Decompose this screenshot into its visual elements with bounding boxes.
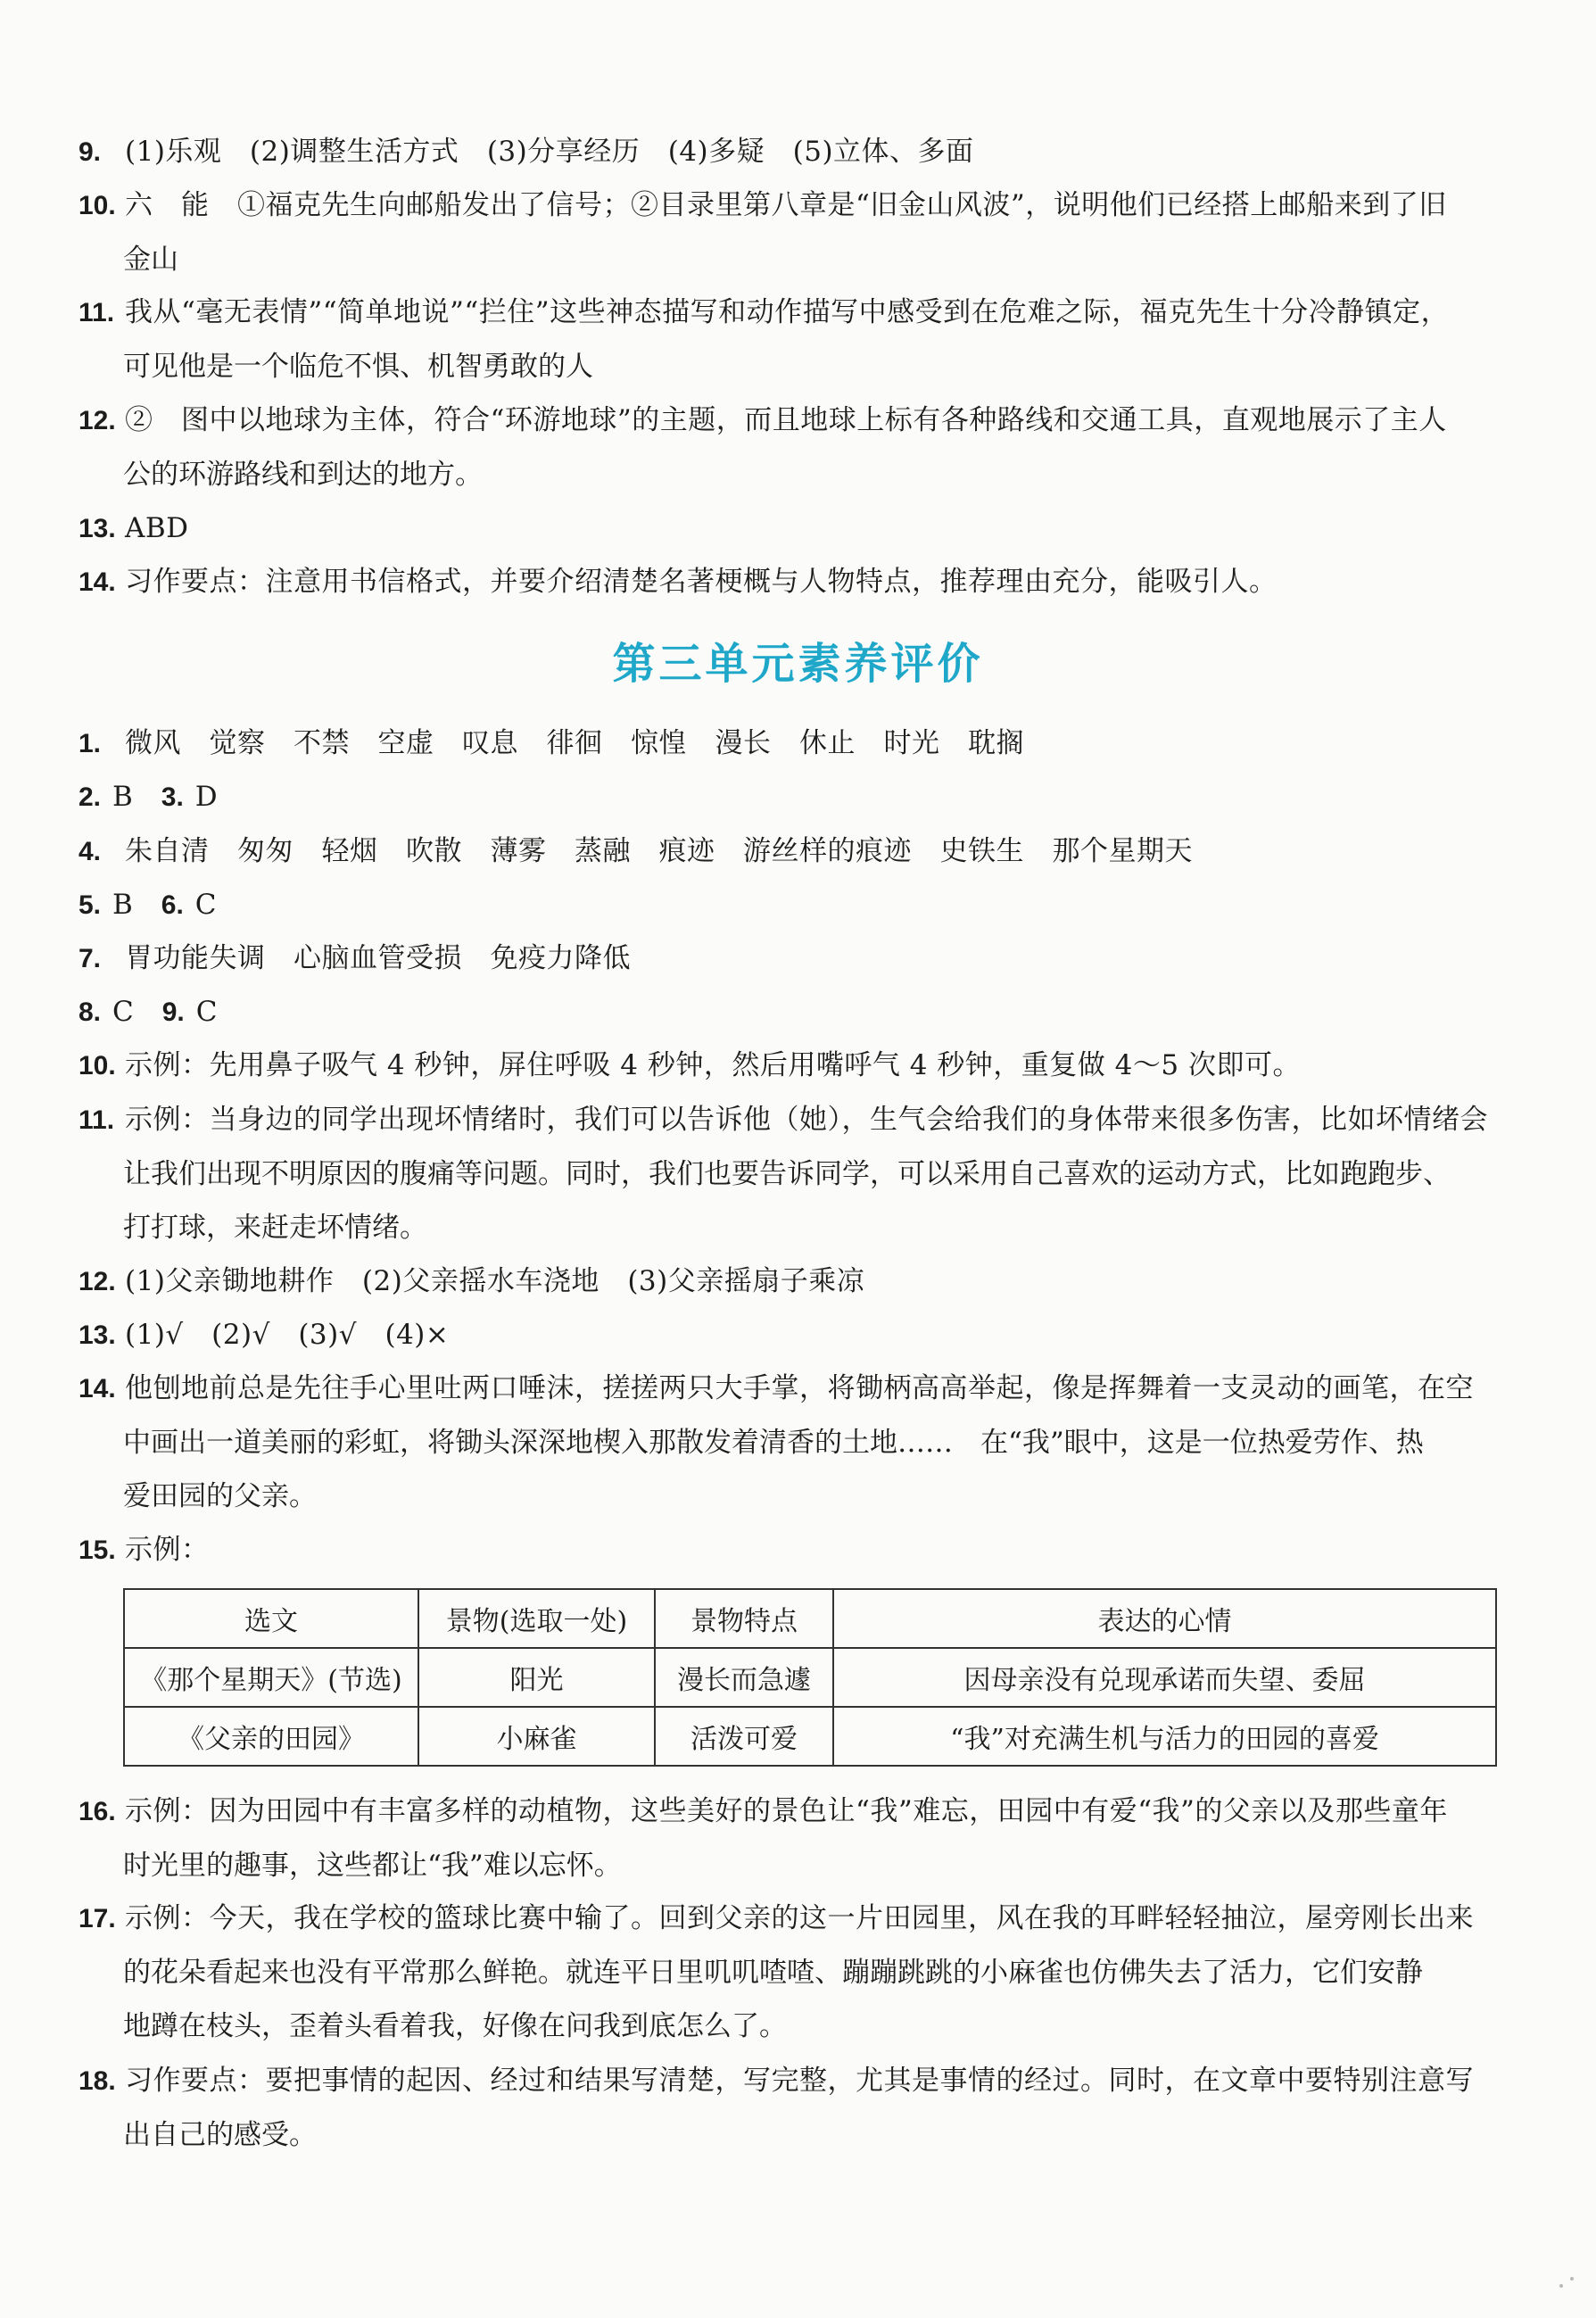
item-number: 4.	[79, 837, 102, 866]
item-text-continued: 公的环游路线和到达的地方。	[123, 459, 483, 491]
table-cell: 阳光	[418, 1648, 655, 1707]
item-number-second: 9.	[161, 998, 185, 1027]
item-number: 11.	[79, 1105, 115, 1135]
item-number: 13.	[79, 1320, 116, 1350]
item-text: (1)乐观 (2)调整生活方式 (3)分享经历 (4)多疑 (5)立体、多面	[125, 136, 974, 168]
answer-item-1	[79, 716, 1506, 771]
item-number-second: 6.	[161, 890, 184, 920]
table-cell: 《那个星期天》(节选)	[124, 1648, 418, 1707]
answer-item-9	[79, 125, 1506, 179]
table-cell: 因母亲没有兑现承诺而失望、委屈	[833, 1648, 1496, 1707]
answer-item-11b	[79, 1093, 1506, 1254]
table-cell: 漫长而急遽	[655, 1648, 833, 1707]
table-header-cell: 景物特点	[655, 1589, 833, 1648]
scan-mark	[1570, 2277, 1574, 2281]
item-text: B	[112, 889, 161, 921]
section-title: 第三单元素养评价	[612, 639, 984, 689]
item-number: 16.	[79, 1797, 116, 1826]
item-number-second: 3.	[161, 782, 184, 812]
item-number: 1.	[79, 729, 102, 758]
item-text-second: D	[194, 781, 219, 813]
item-text-continued: 中画出一道美丽的彩虹，将锄头深深地楔入那散发着清香的土地…… 在“我”眼中，这是一位热爱劳作、热	[123, 1427, 1424, 1459]
item-text: ② 图中以地球为主体，符合“环游地球”的主题，而且地球上标有各种路线和交通工具，直观地展示了主人	[125, 404, 1447, 436]
answer-item-14	[79, 555, 1506, 609]
answer-item-10b	[79, 1039, 1506, 1093]
item-number: 17.	[79, 1904, 116, 1933]
answer-item-7	[79, 931, 1506, 986]
answer-item-2-3	[79, 770, 1506, 824]
table-row	[124, 1648, 1496, 1707]
item-text: 朱自清 匆匆 轻烟 吹散 薄雾 蒸融 痕迹 游丝样的痕迹 史铁生 那个星期天	[125, 835, 1193, 867]
item-text-continued: 金山	[123, 244, 178, 276]
item-text: 微风 觉察 不禁 空虚 叹息 徘徊 惊惶 漫长 休止 时光 耽搁	[125, 727, 1024, 759]
item-text: 示例：当身边的同学出现坏情绪时，我们可以告诉他（她），生气会给我们的身体带来很多伤害，比如坏情绪会	[125, 1104, 1488, 1136]
item-number: 10.	[79, 191, 116, 220]
item-text-continued-2: 打打球，来赶走坏情绪。	[123, 1212, 427, 1244]
answer-item-5-6	[79, 878, 1506, 932]
item-text: 示例：因为田园中有丰富多样的动植物，这些美好的景色让“我”难忘，田园中有爱“我”的父亲以及那些童年	[125, 1795, 1448, 1827]
item-text: 习作要点：注意用书信格式，并要介绍清楚名著梗概与人物特点，推荐理由充分，能吸引人。	[125, 566, 1278, 598]
item-number: 18.	[79, 2066, 116, 2096]
item-number: 9.	[79, 137, 102, 167]
item-number: 13.	[79, 514, 116, 543]
item-text: 习作要点：要把事情的起因、经过和结果写清楚，写完整，尤其是事情的经过。同时，在文章中要特别注意写	[125, 2065, 1474, 2097]
item-text-second: C	[195, 996, 218, 1028]
item-text-continued-2: 爱田园的父亲。	[123, 1480, 317, 1512]
answer-item-17	[79, 1892, 1506, 2053]
answer-item-18	[79, 2054, 1506, 2162]
answer-item-8-9	[79, 985, 1506, 1039]
table-header-cell: 选文	[124, 1589, 418, 1648]
table-cell: 小麻雀	[418, 1707, 655, 1766]
item-number: 15.	[79, 1536, 116, 1565]
answer-item-15	[79, 1523, 1506, 1577]
item-text-continued: 出自己的感受。	[123, 2119, 317, 2151]
table-header-cell: 景物(选取一处)	[418, 1589, 655, 1648]
item-text-second: C	[194, 889, 218, 921]
table-cell: “我”对充满生机与活力的田园的喜爱	[833, 1707, 1496, 1766]
item-number: 14.	[79, 1374, 116, 1403]
answer-item-13b	[79, 1308, 1506, 1362]
item-text: ABD	[125, 512, 189, 544]
item-number: 14.	[79, 567, 116, 597]
item-number: 5.	[79, 890, 102, 920]
table-header-row	[124, 1589, 1496, 1648]
item-text: B	[112, 781, 161, 813]
answer-item-11	[79, 286, 1506, 393]
item-number: 7.	[79, 944, 102, 973]
answer-item-16	[79, 1784, 1506, 1892]
table-header-cell: 表达的心情	[833, 1589, 1496, 1648]
answer-item-12b	[79, 1254, 1506, 1309]
item-text-continued: 可见他是一个临危不惧、机智勇敢的人	[123, 351, 593, 383]
item-text: 我从“毫无表情”“简单地说”“拦住”这些神态描写和动作描写中感受到在危难之际，福克先生十分冷静镇定，	[125, 296, 1450, 328]
answer-table	[123, 1588, 1497, 1767]
item-text-continued: 的花朵看起来也没有平常那么鲜艳。就连平日里叽叽喳喳、蹦蹦跳跳的小麻雀也仿佛失去了活力，它们安静	[123, 1957, 1423, 1989]
item-text-continued: 时光里的趣事，这些都让“我”难以忘怀。	[123, 1850, 622, 1882]
table-row	[124, 1707, 1496, 1766]
item-text: 六 能 ①福克先生向邮船发出了信号；②目录里第八章是“旧金山风波”，说明他们已经搭上邮船来到了旧	[125, 189, 1447, 221]
item-text-continued-2: 地蹲在枝头，歪着头看着我，好像在问我到底怎么了。	[123, 2010, 787, 2042]
item-number: 12.	[79, 1267, 116, 1296]
answer-item-4	[79, 824, 1506, 879]
item-text-continued: 让我们出现不明原因的腹痛等问题。同时，我们也要告诉同学，可以采用自己喜欢的运动方式，比如跑跑步、	[123, 1158, 1451, 1190]
item-text: 胃功能失调 心脑血管受损 免疫力降低	[125, 942, 631, 974]
item-number: 10.	[79, 1051, 116, 1080]
item-number: 8.	[79, 998, 102, 1027]
item-text: C	[112, 996, 162, 1028]
table-cell: 活泼可爱	[655, 1707, 833, 1766]
item-number: 2.	[79, 782, 102, 812]
item-text: (1)√ (2)√ (3)√ (4)×	[125, 1319, 450, 1351]
answer-item-13	[79, 501, 1506, 556]
item-text: 示例：	[125, 1534, 210, 1566]
table-cell: 《父亲的田园》	[124, 1707, 418, 1766]
item-text: 示例：今天，我在学校的篮球比赛中输了。回到父亲的这一片田园里，风在我的耳畔轻轻抽泣，屋旁刚长出来	[125, 1902, 1474, 1934]
answer-item-12	[79, 393, 1506, 501]
item-number: 12.	[79, 406, 116, 435]
scan-mark	[1559, 2284, 1563, 2288]
answer-item-10	[79, 178, 1506, 286]
item-text: 示例：先用鼻子吸气 4 秒钟，屏住呼吸 4 秒钟，然后用嘴呼气 4 秒钟，重复做 4～5 次即可。	[125, 1049, 1301, 1081]
item-text: 他刨地前总是先往手心里吐两口唾沫，搓搓两只大手掌，将锄柄高高举起，像是挥舞着一支灵动的画笔，在空	[125, 1372, 1474, 1404]
answer-item-14b	[79, 1362, 1506, 1523]
item-number: 11.	[79, 298, 115, 327]
item-text: (1)父亲锄地耕作 (2)父亲摇水车浇地 (3)父亲摇扇子乘凉	[125, 1265, 865, 1297]
